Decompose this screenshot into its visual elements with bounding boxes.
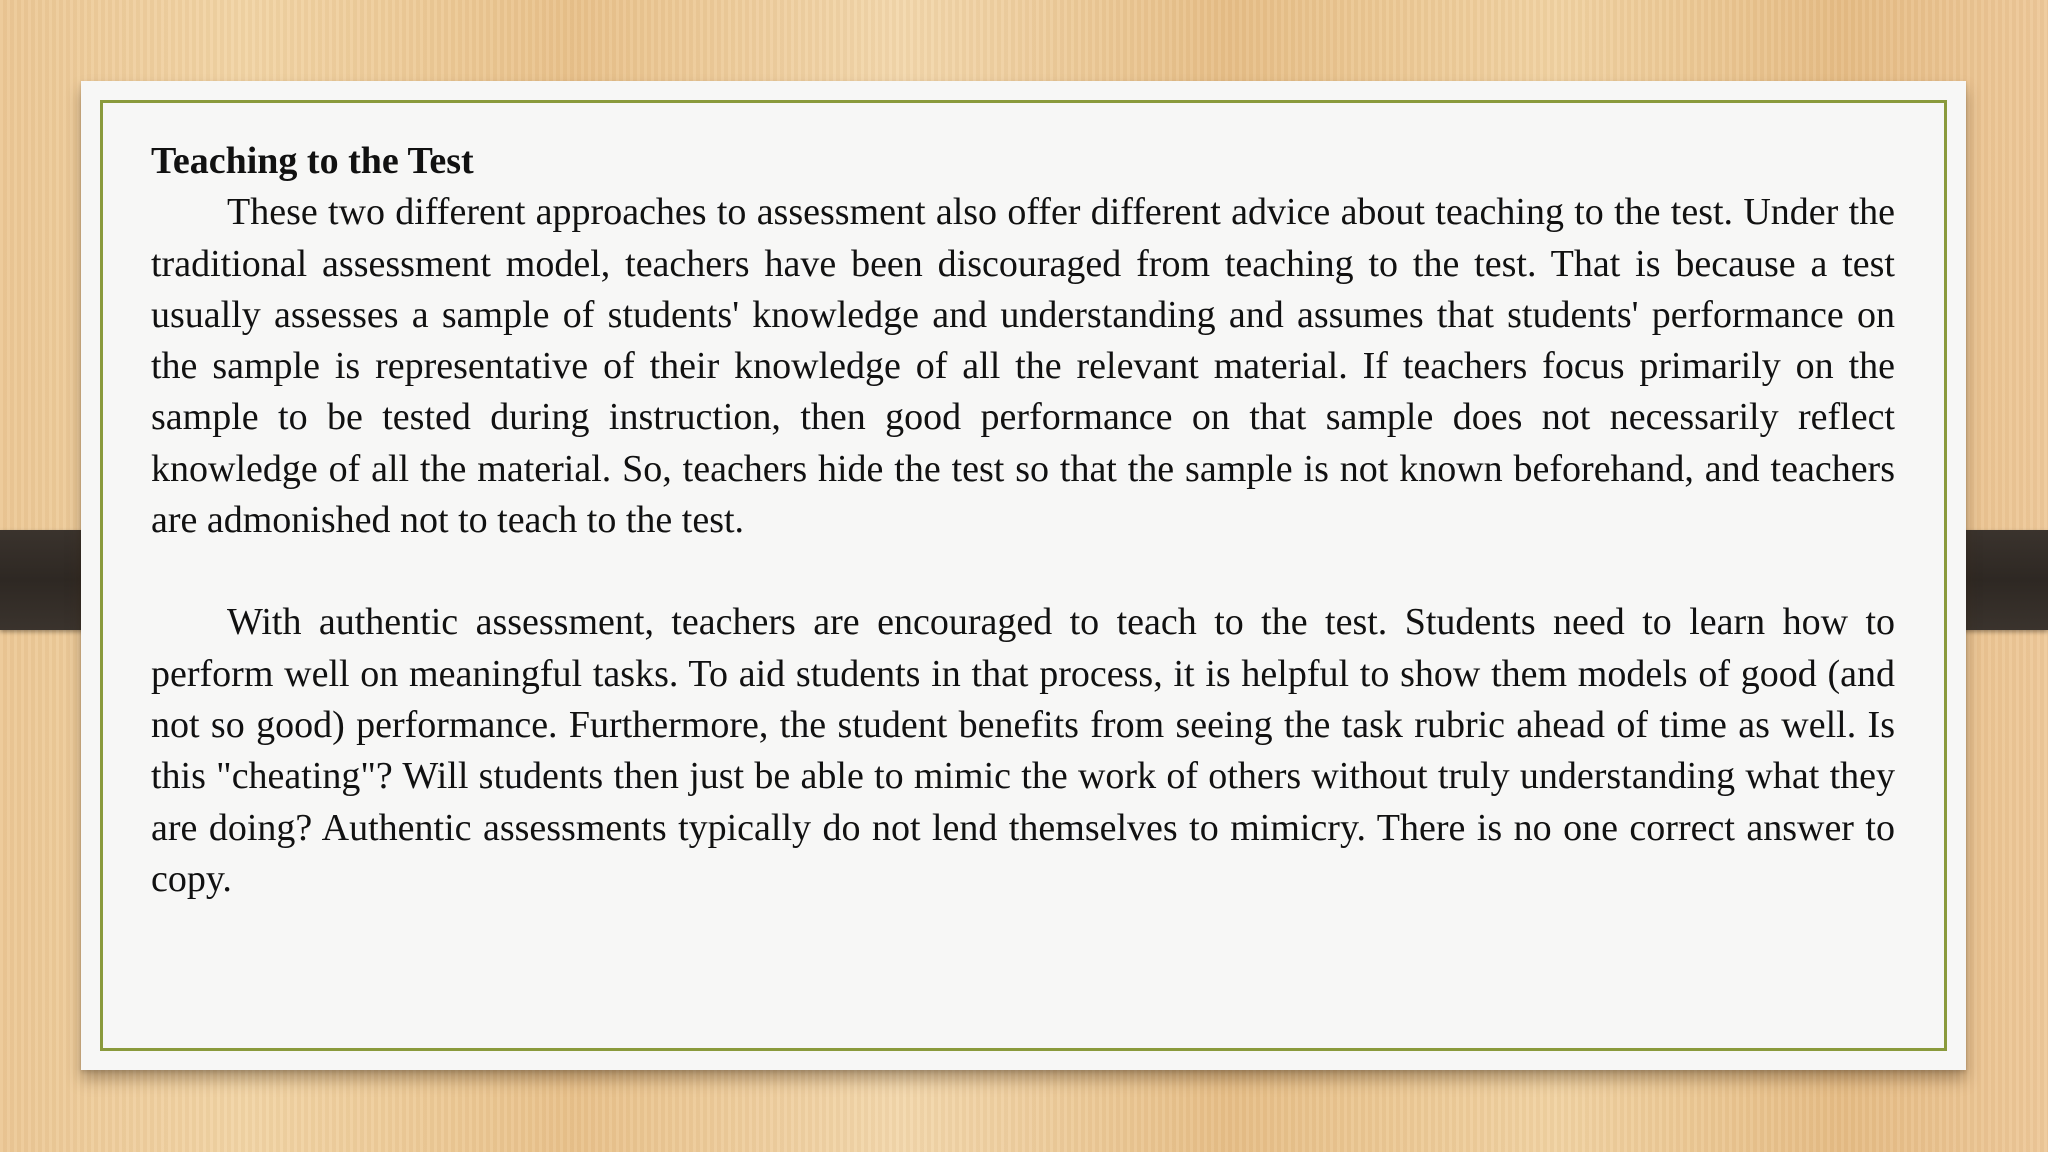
slide-content	[151, 136, 1895, 905]
slide-card	[81, 81, 1966, 1070]
slide-heading: Teaching to the Test	[151, 140, 474, 182]
paragraph-authentic-assessment: With authentic assessment, teachers are encouraged to teach to the test. Students need to learn how to perform well on meaningful tasks. To aid students in that process, it is helpful to show them models of good (and not so good) performance. Furthermore, the student benefits from seeing the task rubric ahead of time as well. Is this "cheating"? Will students then just be able to mimic the work of others without truly understanding what they are doing? Authentic assessments typically do not lend themselves to mimicry. There is no one correct answer to copy.	[151, 601, 1895, 900]
paragraph-traditional-assessment: These two different approaches to assessment also offer different advice about teaching to the test. Under the traditional assessment model, teachers have been discouraged from teaching to the test. That is because a test usually assesses a sample of students' knowledge and understanding and assumes that students' performance on the sample is representative of their knowledge of all the relevant material. If teachers focus primarily on the sample to be tested during instruction, then good performance on that sample does not necessarily reflect knowledge of all the material. So, teachers hide the test so that the sample is not known beforehand, and teachers are admonished not to teach to the test.	[151, 191, 1895, 542]
